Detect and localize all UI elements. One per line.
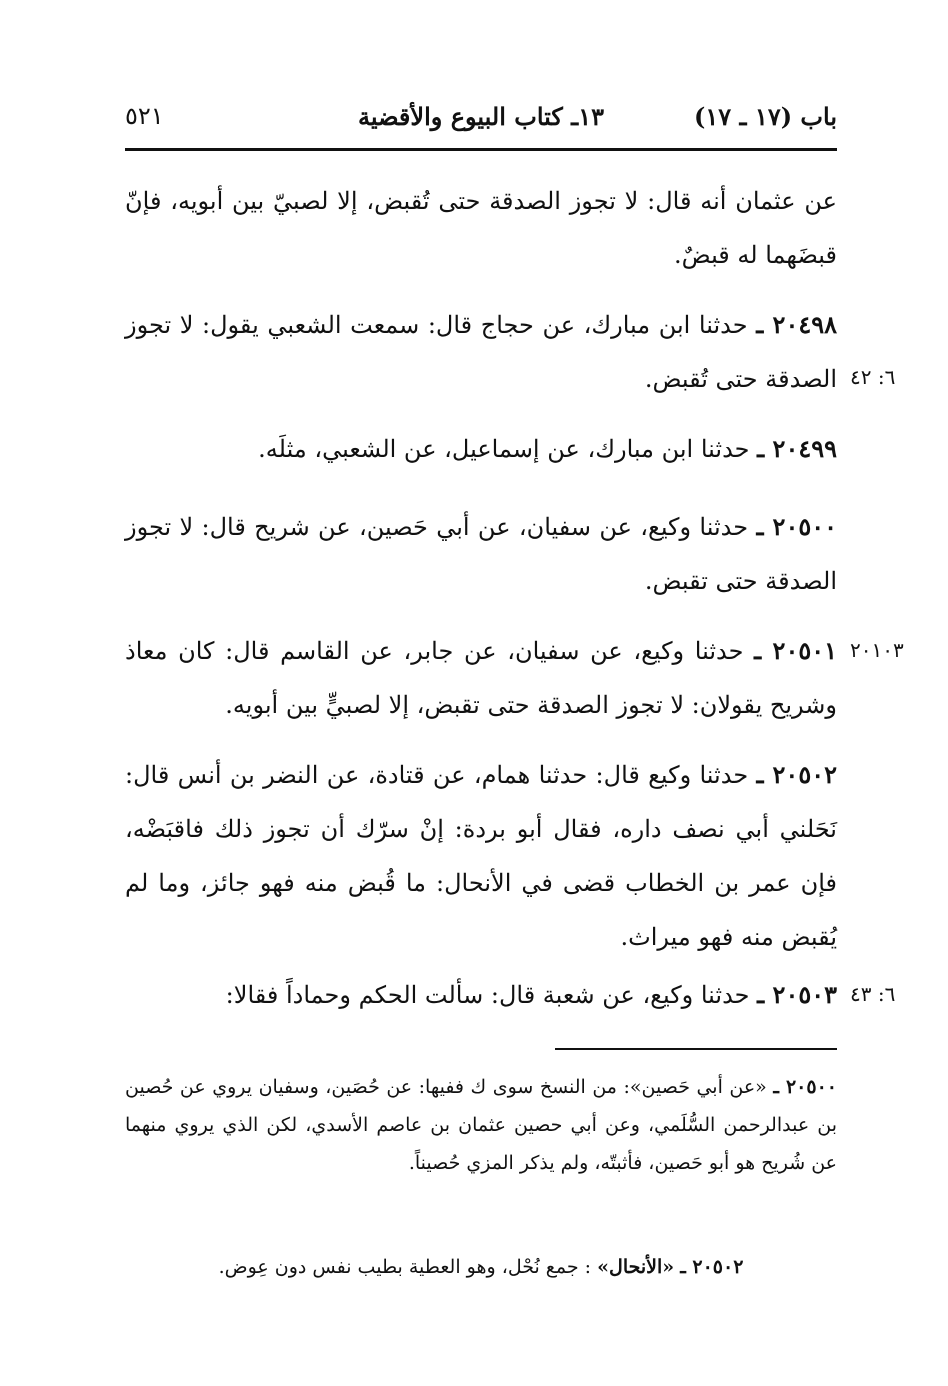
hadith-20498 [125, 298, 837, 406]
footnote-text: : جمع نُحْل، وهو العطية بطيب نفس دون عِوض. [218, 1256, 592, 1278]
hadith-20502 [125, 748, 837, 964]
hadith-20503 [125, 968, 837, 1022]
paragraph-text: عن عثمان أنه قال: لا تجوز الصدقة حتى تُقبض، إلا لصبيّ بين أبويه، فإنّ قبضَهما له قبضٌ. [125, 187, 837, 269]
margin-reference: ٢٠١٠٣ [850, 638, 904, 662]
page-number: ٥٢١ [125, 102, 164, 130]
margin-reference: ٦: ٤٣ [850, 982, 896, 1006]
footnote-number: ٢٠٥٠٠ ـ [773, 1076, 837, 1098]
page-header [125, 96, 837, 151]
footnote-20500 [125, 1068, 837, 1182]
footnote-term: «الأنحال» [597, 1256, 675, 1278]
footnote-text: «عن أبي حَصين»: من النسخ سوى ك ففيها: عن حُصَين، وسفيان يروي عن حُصين بن عبدالرحمن السُّلَمي، وعن أبي حصين عثمان بن عاصم الأسدي، لكن الذي يروي منهما عن شُريح هو أبو حَصين، فأثبتّه، ولم يذكر المزي حُصيناً. [125, 1076, 837, 1174]
footnote-separator [555, 1048, 837, 1050]
hadith-text: حدثنا وكيع قال: حدثنا همام، عن قتادة، عن النضر بن أنس قال: نَحَلني أبي نصف داره، فقال أبو بردة: إنْ سرّك أن تجوز ذلك فاقبَضْه، فإن عمر بن الخطاب قضى في الأنحال: ما قُبض منه فهو جائز، وما لم يُقبض منه فهو ميراث. [125, 761, 837, 951]
hadith-text: حدثنا وكيع، عن شعبة قال: سألت الحكم وحماداً فقالا: [225, 981, 750, 1009]
hadith-number: ٢٠٥٠٠ ـ [756, 512, 837, 541]
hadith-number: ٢٠٥٠١ ـ [754, 636, 837, 665]
hadith-text: حدثنا ابن مبارك، عن إسماعيل، عن الشعبي، مثلَه. [258, 435, 750, 463]
paragraph-continuation [125, 174, 837, 282]
margin-reference: ٦: ٤٢ [850, 365, 896, 389]
hadith-20499 [125, 422, 837, 476]
hadith-text: حدثنا وكيع، عن سفيان، عن جابر، عن القاسم قال: كان معاذ وشريح يقولان: لا تجوز الصدقة حتى تقبض، إلا لصبيٍّ بين أبويه. [125, 637, 837, 719]
hadith-text: حدثنا وكيع، عن سفيان، عن أبي حَصين، عن شريح قال: لا تجوز الصدقة حتى تقبض. [125, 513, 837, 595]
footnote-number: ٢٠٥٠٢ ـ [680, 1256, 744, 1278]
hadith-number: ٢٠٥٠٢ ـ [756, 760, 837, 789]
hadith-text: حدثنا ابن مبارك، عن حجاج قال: سمعت الشعبي يقول: لا تجوز الصدقة حتى تُقبض. [125, 311, 837, 393]
hadith-number: ٢٠٤٩٩ ـ [757, 434, 837, 463]
footnote-20502 [125, 1248, 837, 1286]
book-title: ١٣ـ كتاب البيوع والأقضية [358, 102, 604, 131]
chapter-heading: باب (١٧ ـ ١٧) [694, 102, 837, 131]
hadith-number: ٢٠٤٩٨ ـ [756, 310, 837, 339]
hadith-number: ٢٠٥٠٣ ـ [757, 980, 837, 1009]
hadith-20500 [125, 500, 837, 608]
hadith-20501 [125, 624, 837, 732]
